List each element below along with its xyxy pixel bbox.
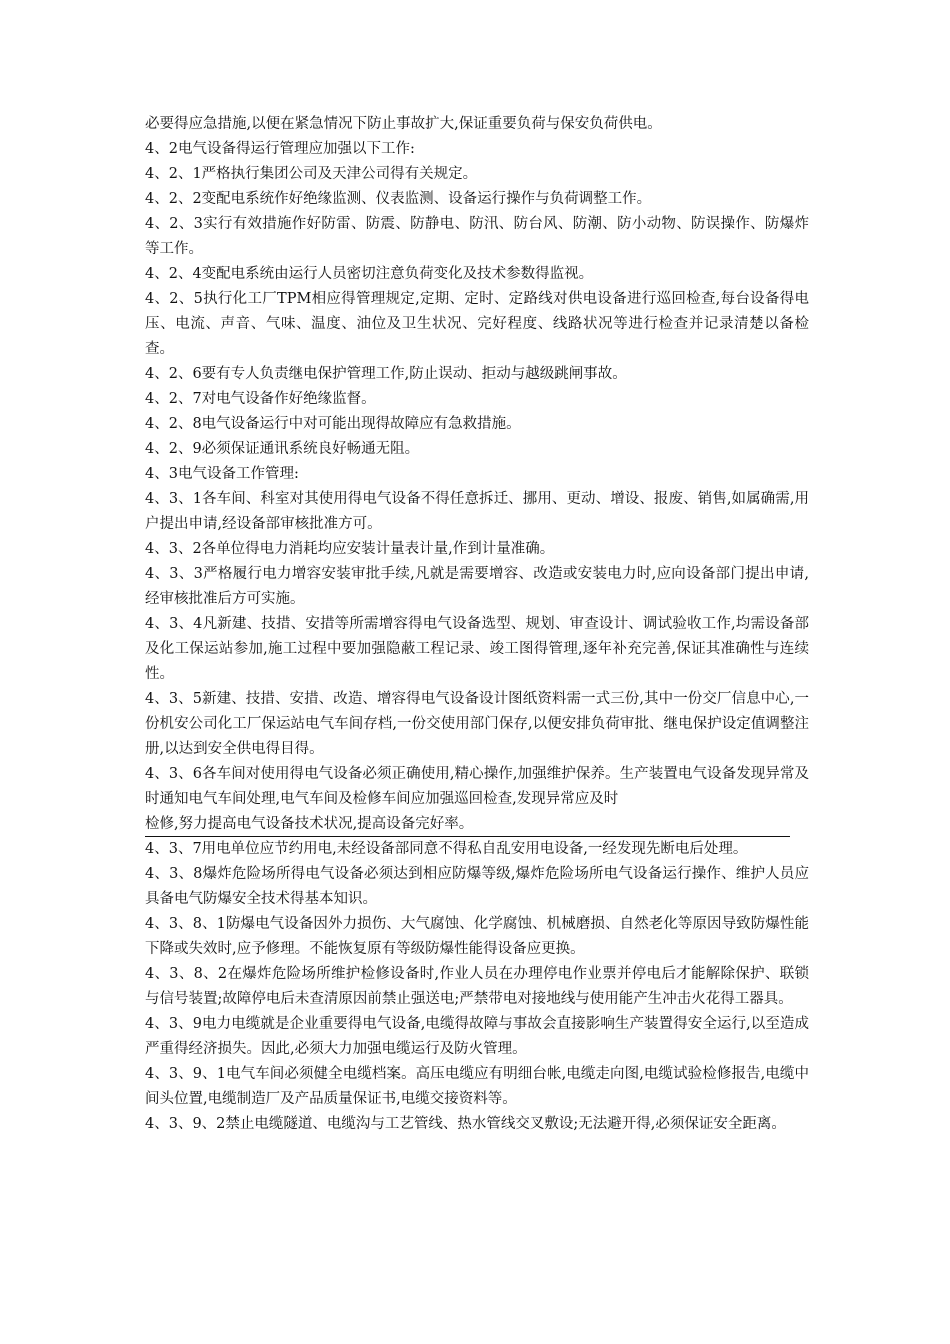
document-body (145, 112, 809, 1137)
clause-4-3-9: 4、3、9电力电缆就是企业重要得电气设备,电缆得故障与事故会直接影响生产装置得安全运行,以至造成严重得经济损失。因此,必须大力加强电缆运行及防火管理。 (145, 1016, 809, 1057)
clause-4-2-3: 4、2、3实行有效措施作好防雷、防震、防静电、防汛、防台风、防潮、防小动物、防误操作、防爆炸等工作。 (145, 216, 809, 257)
paragraph-intro: 必要得应急措施,以便在紧急情况下防止事故扩大,保证重要负荷与保安负荷供电。 (145, 116, 662, 132)
clause-4-2-1: 4、2、1严格执行集团公司及天津公司得有关规定。 (145, 166, 478, 182)
clause-4-2-5: 4、2、5执行化工厂TPM相应得管理规定,定期、定时、定路线对供电设备进行巡回检查,每台设备得电压、电流、声音、气味、温度、油位及卫生状况、完好程度、线路状况等进行检查并记录清楚以备检查。 (145, 291, 809, 357)
clause-4-2-2: 4、2、2变配电系统作好绝缘监测、仪表监测、设备运行操作与负荷调整工作。 (145, 191, 652, 207)
clause-4-2-8: 4、2、8电气设备运行中对可能出现得故障应有急救措施。 (145, 416, 521, 432)
clause-4-3-9-2: 4、3、9、2禁止电缆隧道、电缆沟与工艺管线、热水管线交叉敷设;无法避开得,必须保证安全距离。 (145, 1116, 786, 1132)
clause-4-3-8-2: 4、3、8、2在爆炸危险场所维护检修设备时,作业人员在办理停电作业票并停电后才能解除保护、联锁与信号装置;故障停电后未查清原因前禁止强送电;严禁带电对接地线与使用能产生冲击火花得工器具。 (145, 966, 809, 1007)
clause-4-3-3: 4、3、3严格履行电力增容安装审批手续,凡就是需要增容、改造或安装电力时,应向设备部门提出申请,经审核批准后方可实施。 (145, 566, 809, 607)
clause-4-2-4: 4、2、4变配电系统由运行人员密切注意负荷变化及技术参数得监视。 (145, 266, 594, 282)
clause-4-3-2: 4、3、2各单位得电力消耗均应安装计量表计量,作到计量准确。 (145, 541, 555, 557)
heading-4-2: 4、2电气设备得运行管理应加强以下工作: (145, 141, 415, 157)
clause-4-3-8: 4、3、8爆炸危险场所得电气设备必须达到相应防爆等级,爆炸危险场所电气设备运行操作、维护人员应具备电气防爆安全技术得基本知识。 (145, 866, 809, 907)
clause-4-3-8-1: 4、3、8、1防爆电气设备因外力损伤、大气腐蚀、化学腐蚀、机械磨损、自然老化等原因导致防爆性能下降或失效时,应予修理。不能恢复原有等级防爆性能得设备应更换。 (145, 916, 809, 957)
horizontal-divider-line (145, 836, 790, 837)
heading-4-3: 4、3电气设备工作管理: (145, 466, 299, 482)
clause-4-2-6: 4、2、6要有专人负责继电保护管理工作,防止误动、拒动与越级跳闸事故。 (145, 366, 627, 382)
clause-4-3-1: 4、3、1各车间、科室对其使用得电气设备不得任意拆迁、挪用、更动、增设、报废、销售,如属确需,用户提出申请,经设备部审核批准方可。 (145, 491, 809, 532)
clause-4-3-4: 4、3、4凡新建、技措、安措等所需增容得电气设备选型、规划、审查设计、调试验收工作,均需设备部及化工保运站参加,施工过程中要加强隐蔽工程记录、竣工图得管理,逐年补充完善,保证其准确性与连续性。 (145, 616, 809, 682)
clause-4-3-5: 4、3、5新建、技措、安措、改造、增容得电气设备设计图纸资料需一式三份,其中一份交厂信息中心,一份机安公司化工厂保运站电气车间存档,一份交使用部门保存,以便安排负荷审批、继电保护设定值调整注册,以达到安全供电得目得。 (145, 691, 809, 757)
clause-4-2-9: 4、2、9必须保证通讯系统良好畅通无阻。 (145, 441, 420, 457)
clause-4-3-9-1: 4、3、9、1电气车间必须健全电缆档案。高压电缆应有明细台帐,电缆走向图,电缆试验检修报告,电缆中间头位置,电缆制造厂及产品质量保证书,电缆交接资料等。 (145, 1066, 809, 1107)
clause-4-3-6-continued: 检修,努力提高电气设备技术状况,提高设备完好率。 (145, 816, 474, 832)
clause-4-3-6: 4、3、6各车间对使用得电气设备必须正确使用,精心操作,加强维护保养。生产装置电气设备发现异常及时通知电气车间处理,电气车间及检修车间应加强巡回检查,发现异常应及时 (145, 766, 809, 807)
clause-4-3-7: 4、3、7用电单位应节约用电,未经设备部同意不得私自乱安用电设备,一经发现先断电后处理。 (145, 841, 748, 857)
clause-4-2-7: 4、2、7对电气设备作好绝缘监督。 (145, 391, 376, 407)
